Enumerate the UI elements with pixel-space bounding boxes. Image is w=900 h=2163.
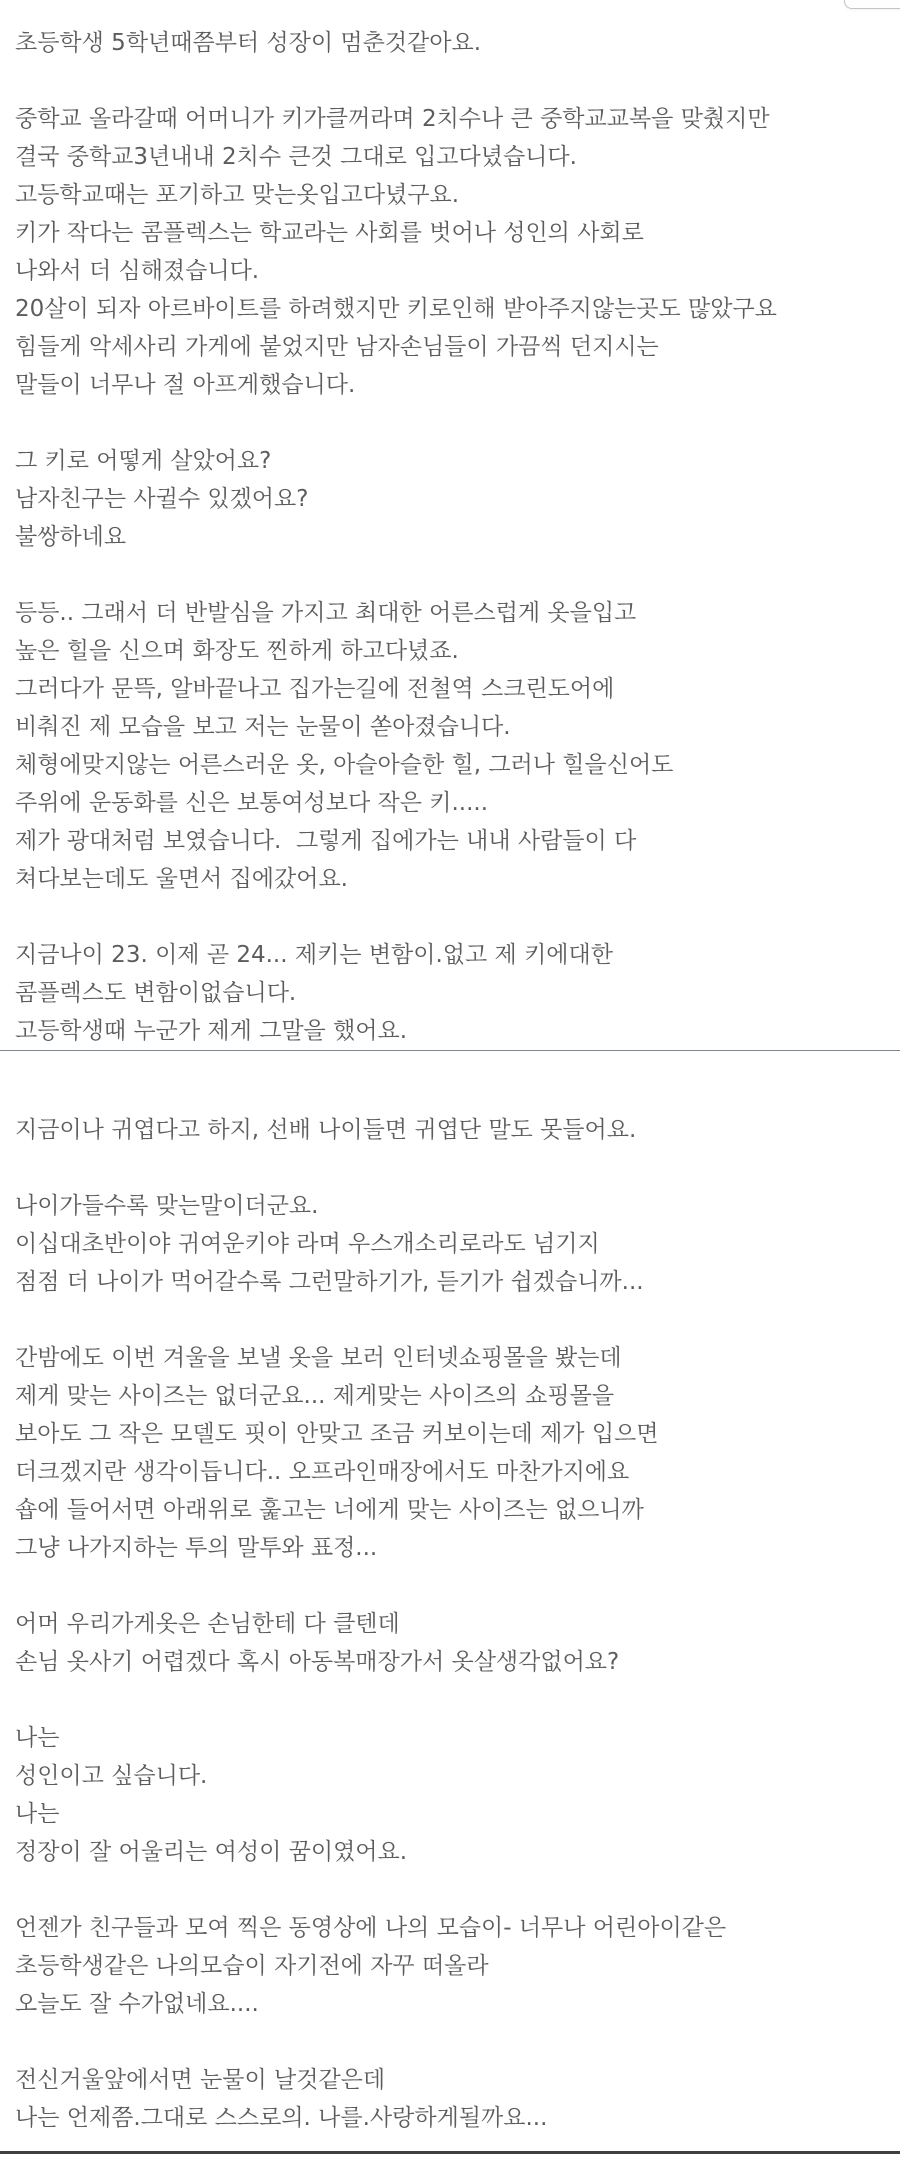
text-line: 결국 중학교3년내내 2치수 큰것 그대로 입고다녔습니다. xyxy=(15,144,577,170)
text-line: 이십대초반이야 귀여운키야 라며 우스개소리로라도 넘기지 xyxy=(15,1231,600,1257)
text-line: 전신거울앞에서면 눈물이 날것같은데 xyxy=(15,2067,386,2093)
text-line: 키가 작다는 콤플렉스는 학교라는 사회를 벗어나 성인의 사회로 xyxy=(15,220,644,246)
text-line: 중학교 올라갈때 어머니가 키가클꺼라며 2치수나 큰 중학교교복을 맞췄지만 xyxy=(15,106,770,132)
text-line: 그냥 나가지하는 투의 말투와 표정... xyxy=(15,1535,378,1561)
text-line: 제가 광대처럼 보였습니다. 그렇게 집에가는 내내 사람들이 다 xyxy=(15,828,637,854)
text-line: 높은 힐을 신으며 화장도 찐하게 하고다녔죠. xyxy=(15,638,459,664)
text-line: 20살이 되자 아르바이트를 하려했지만 키로인해 받아주지않는곳도 많았구요 xyxy=(15,296,777,322)
text-line: 보아도 그 작은 모델도 핏이 안맞고 조금 커보이는데 제가 입으면 xyxy=(15,1421,659,1447)
text-line: 힘들게 악세사리 가게에 붙었지만 남자손님들이 가끔씩 던지시는 xyxy=(15,334,659,360)
text-line xyxy=(15,1301,892,1339)
text-line: 오늘도 잘 수가없네요.... xyxy=(15,1991,259,2017)
text-line: 비춰진 제 모습을 보고 저는 눈물이 쏟아졌습니다. xyxy=(15,714,511,740)
text-line: 등등.. 그래서 더 반발심을 가지고 최대한 어른스럽게 옷을입고 xyxy=(15,600,637,626)
text-line: 그러다가 문뜩, 알바끝나고 집가는길에 전철역 스크린도어에 xyxy=(15,676,615,702)
text-line: 지금이나 귀엽다고 하지, 선배 나이들면 귀엽단 말도 못들어요. xyxy=(15,1117,637,1143)
scrolled-button-fragment[interactable] xyxy=(844,0,900,9)
text-line: 나이가들수록 맞는말이더군요. xyxy=(15,1193,319,1219)
text-line: 지금나이 23. 이제 곧 24... 제키는 변함이.없고 제 키에대한 xyxy=(15,942,613,968)
text-line: 언젠가 친구들과 모여 찍은 동영상에 나의 모습이- 너무나 어린아이같은 xyxy=(15,1915,727,1941)
text-line: 어머 우리가게옷은 손님한테 다 클텐데 xyxy=(15,1611,400,1637)
text-line xyxy=(15,1681,892,1719)
post-body-section-1 xyxy=(0,0,900,1050)
text-line: 점점 더 나이가 먹어갈수록 그런말하기가, 듣기가 쉽겠습니까... xyxy=(15,1269,644,1295)
text-line: 고등학교때는 포기하고 맞는옷입고다녔구요. xyxy=(15,182,460,208)
text-line: 숍에 들어서면 아래위로 훑고는 너에게 맞는 사이즈는 없으니까 xyxy=(15,1497,644,1523)
post-body-section-2 xyxy=(0,1051,900,2137)
text-line xyxy=(15,898,892,936)
text-line: 더크겠지란 생각이듭니다.. 오프라인매장에서도 마찬가지에요 xyxy=(15,1459,630,1485)
text-line xyxy=(15,1871,892,1909)
text-line: 초등학생 5학년때쯤부터 성장이 멈춘것같아요. xyxy=(15,30,482,56)
text-line: 체형에맞지않는 어른스러운 옷, 아슬아슬한 힐, 그러나 힐을신어도 xyxy=(15,752,674,778)
bottom-border xyxy=(0,2151,900,2154)
text-line xyxy=(15,2023,892,2061)
text-line: 그 키로 어떻게 살았어요? xyxy=(15,448,272,474)
text-line: 주위에 운동화를 신은 보통여성보다 작은 키..... xyxy=(15,790,489,816)
text-line: 성인이고 싶습니다. xyxy=(15,1763,208,1789)
text-line: 제게 맞는 사이즈는 없더군요... 제게맞는 사이즈의 쇼핑몰을 xyxy=(15,1383,615,1409)
text-line: 불쌍하네요 xyxy=(15,524,127,550)
text-line xyxy=(15,1073,892,1111)
text-line: 초등학생같은 나의모습이 자기전에 자꾸 떠올라 xyxy=(15,1953,489,1979)
text-line: 간밤에도 이번 겨울을 보낼 옷을 보러 인터넷쇼핑몰을 봤는데 xyxy=(15,1345,622,1371)
text-line: 콤플렉스도 변함이없습니다. xyxy=(15,980,297,1006)
text-line: 말들이 너무나 절 아프게했습니다. xyxy=(15,372,356,398)
text-line xyxy=(15,404,892,442)
text-line xyxy=(15,556,892,594)
text-line: 나는 언제쯤.그대로 스스로의. 나를.사랑하게될까요... xyxy=(15,2105,548,2131)
text-line: 고등학생때 누군가 제게 그말을 했어요. xyxy=(15,1018,408,1044)
text-line: 정장이 잘 어울리는 여성이 꿈이였어요. xyxy=(15,1839,408,1865)
text-line: 나는 xyxy=(15,1725,60,1751)
text-line xyxy=(15,62,892,100)
text-line xyxy=(15,1149,892,1187)
text-line: 나와서 더 심해졌습니다. xyxy=(15,258,260,284)
text-line: 나는 xyxy=(15,1801,60,1827)
text-line: 남자친구는 사귈수 있겠어요? xyxy=(15,486,309,512)
text-line: 손님 옷사기 어렵겠다 혹시 아동복매장가서 옷살생각없어요? xyxy=(15,1649,620,1675)
text-line: 쳐다보는데도 울면서 집에갔어요. xyxy=(15,866,348,892)
text-line xyxy=(15,1567,892,1605)
